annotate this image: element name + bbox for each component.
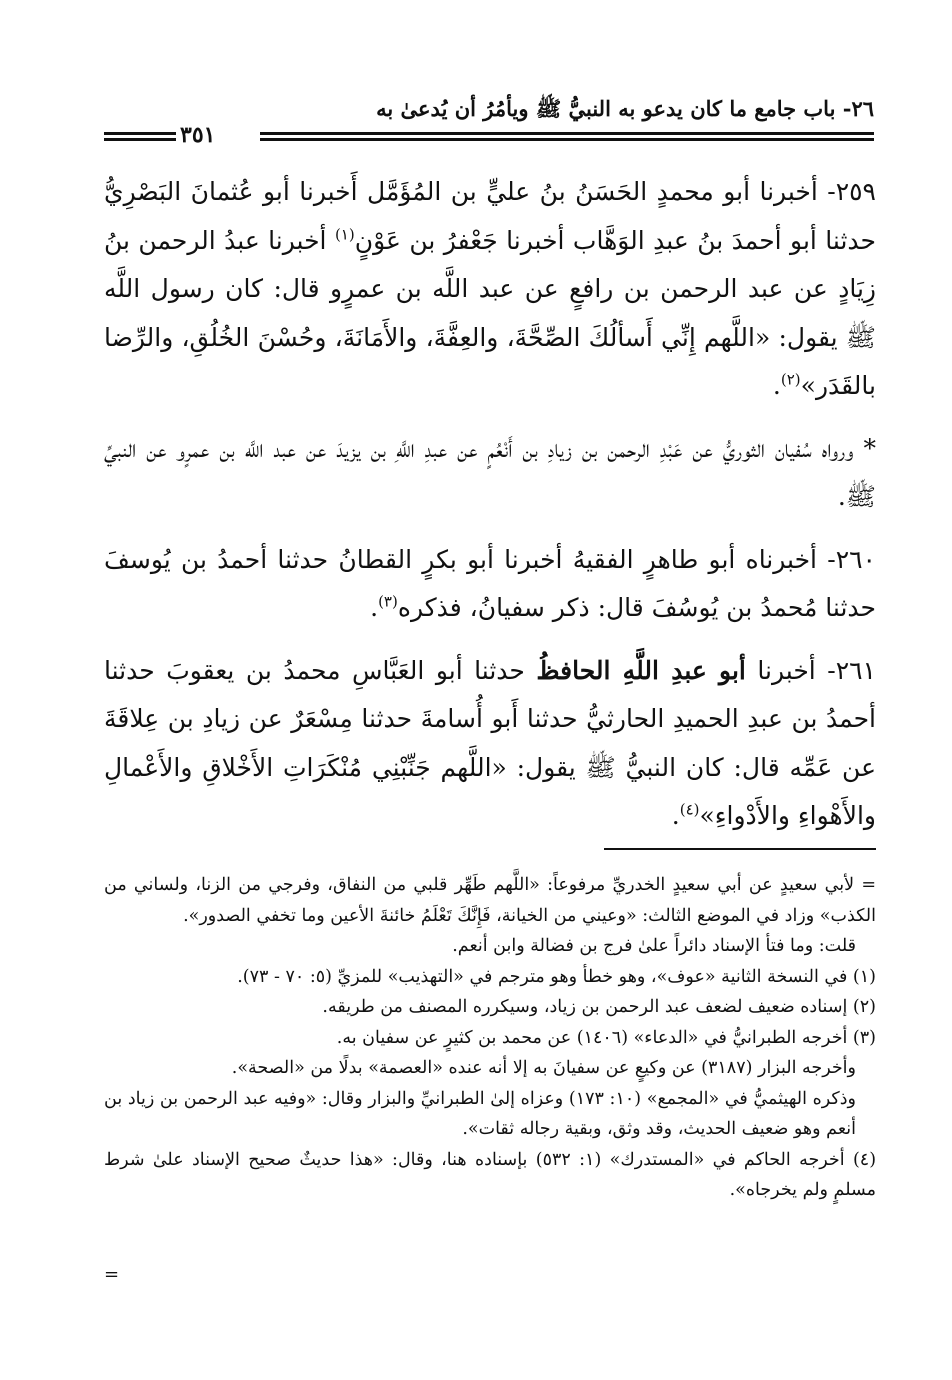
hadith-259-note-text: * ورواه سُفيان الثوريُّ عن عَبْدِ الرحمن بن زيادِ بن أَنْعُمٍ عن عبدِ اللَّهِ بن يزيدَ عن عبد اللَّه بن عمرٍو عن النبيِّ ﷺ.: [104, 433, 876, 511]
footnote-ref-3: (٣): [378, 592, 398, 611]
hadith-259: [104, 168, 876, 411]
footnote-ref-1: (١): [334, 225, 355, 244]
continued-mark: =: [104, 1264, 120, 1285]
page-header: [104, 94, 874, 150]
footnote-remark: قلت: وما فتأ الإسناد دائراً علىٰ فرج بن فضالة وابن أنعم.: [452, 936, 856, 956]
hadith-259-text-c: .: [772, 371, 781, 400]
footnote-divider: [604, 848, 876, 850]
hadith-261: [104, 647, 876, 841]
footnote-4: (٤) أخرجه الحاكم في «المستدرك» (١: ٥٣٢) بإسناده هنا، وقال: «هذا حديثٌ صحيح الإسناد علىٰ شرط مسلمٍ ولم يخرجاه».: [104, 1149, 877, 1200]
header-rule-left: [104, 132, 176, 142]
footnote-3: (٣) أخرجه الطبرانيُّ في «الدعاء» (١٤٠٦) عن محمد بن كثيرٍ عن سفيان به.: [336, 1027, 876, 1048]
hadith-261-text-b: حدثنا أبو العَبَّاسِ محمدُ بن يعقوبَ حدثنا أحمدُ بن عبدِ الحميدِ الحارثيُّ حدثنا أَبو أُسامةَ حدثنا مِسْعَرٌ عن زيادِ بن عِلاقَةَ عن عَمِّه قال: كان النبيُّ ﷺ يقول: «اللَّهم جَنِّبْنِي مُنْكَرَاتِ الأَخْلاقِ والأَعْمالِ والأَهْواءِ والأَدْواءِ»: [104, 655, 876, 830]
footnote-continuation: = لأبي سعيدٍ عن أبي سعيدٍ الخدريِّ مرفوعاً: «اللَّهم طَهِّر قلبي من النفاق، وفرجي من الزنا، ولساني من الكذب» وزاد في الموضع الثالث: «وعيني من الخيانة، فَإِنَّكَ تَعْلَمُ خائنةَ الأعين وما تخفي الصدور».: [104, 875, 876, 926]
footnote-ref-2: (٢): [780, 370, 801, 389]
hadith-260-text-b: .: [370, 593, 379, 622]
hadith-260: [104, 536, 876, 633]
footnotes: [104, 870, 876, 1206]
hadith-261-text-c: .: [671, 801, 680, 830]
main-text: [104, 168, 876, 841]
hadith-259-text-b: أخبرنا عبدُ الرحمن بنُ زِيَادٍ عن عبد الرحمن بن رافعٍ عن عبد اللَّه بن عمرٍو قال: كان رسول اللَّه ﷺ يقول: «اللَّهم إِنِّي أَسألُكَ الصِّحَّةَ، والعِفَّةَ، والأَمَانَةَ، وحُسْنَ الخُلُقِ، والرِّضا بالقَدَر»: [104, 225, 877, 400]
chapter-title: ٢٦- باب جامع ما كان يدعو به النبيُّ ﷺ ويأمُرُ أن يُدعىٰ به: [376, 96, 874, 121]
hadith-259-text-a: ٢٥٩- أخبرنا أبو محمدٍ الحَسَنُ بنُ عليٍّ بن المُؤَمَّل أَخبرنا أبو عُثمانَ البَصْرِيُّ حدثنا أبو أحمدَ بنُ عبدِ الوَهَّاب أخبرنا جَعْفرُ بن عَوْنٍ: [104, 177, 876, 255]
footnote-2: (٢) إسناده ضعيف لضعف عبد الرحمن بن زياد، وسيكرره المصنف من طريقه.: [322, 997, 876, 1017]
hadith-261-text-a: ٢٦١- أخبرنا: [745, 655, 876, 685]
footnote-ref-4: (٤): [679, 800, 700, 819]
hadith-260-text-a: ٢٦٠- أخبرناه أبو طاهرٍ الفقيهُ أخبرنا أبو بكرٍ القطانُ حدثنا أحمدُ بن يُوسفَ حدثنا مُحمدُ بن يُوسُفَ قال: ذكر سفيانُ، فذكره: [104, 544, 876, 622]
hadith-259-note: [104, 425, 876, 522]
page-number: ٣٥١: [180, 122, 216, 148]
footnote-3-extra-a: وأخرجه البزار (٣١٨٧) عن وكيعٍ عن سفيانَ به إلا أنه عنده «العصمة» بدلًا من «الصحة».: [231, 1058, 856, 1078]
header-rule-right: [260, 132, 874, 142]
hadith-261-bold-name: أبو عبدِ اللَّهِ الحافظُ: [536, 655, 746, 685]
footnote-3-extra-b: وذكره الهيثميُّ في «المجمع» (١٠: ١٧٣) وعزاه إلىٰ الطبرانيِّ والبزار وقال: «وفيه عبد الرحمن بن زياد بن أنعم وهو ضعيف الحديث، وقد وثق، وبقية رجاله ثقات».: [104, 1088, 856, 1139]
footnote-1: (١) في النسخة الثانية «عوف»، وهو خطأ وهو مترجم في «التهذيب» للمزيِّ (٥: ٧٠ - ٧٣).: [237, 966, 876, 987]
